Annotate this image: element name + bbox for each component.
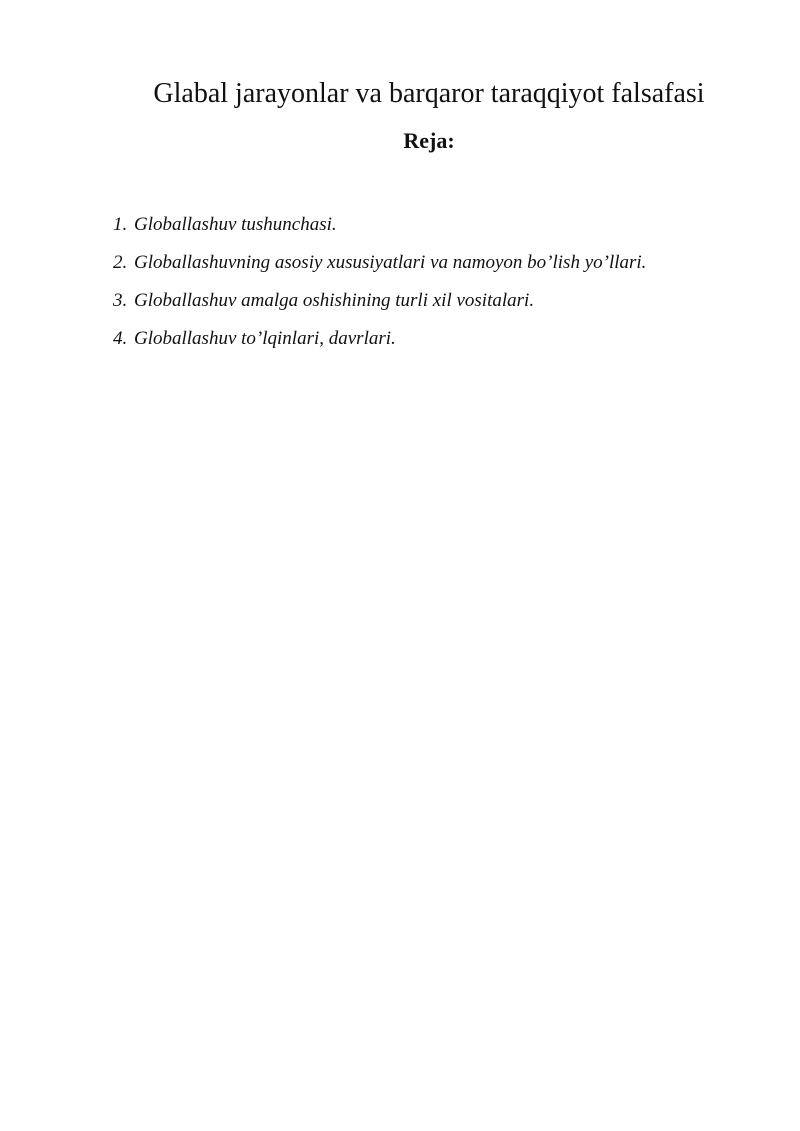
plan-item-number: 3.	[113, 290, 128, 311]
plan-item-text: Globallashuv to’lqinlari, davrlari.	[134, 328, 396, 349]
plan-item-text: Globallashuv tushunchasi.	[134, 214, 337, 235]
plan-item-text: Globallashuv amalga oshishining turli xil vositalari.	[134, 290, 535, 311]
plan-item-number: 4.	[113, 328, 128, 349]
plan-list	[113, 206, 646, 358]
plan-item-number: 2.	[113, 252, 128, 273]
plan-item-2	[113, 244, 646, 282]
plan-item-number: 1.	[113, 214, 128, 235]
plan-item-text: Globallashuvning asosiy xususiyatlari va namoyon bo’lish yo’llari.	[134, 252, 647, 273]
plan-item-4	[113, 320, 646, 358]
document-title: Glabal jarayonlar va barqaror taraqqiyot falsafasi	[153, 78, 705, 109]
plan-item-1	[113, 206, 646, 244]
plan-item-3	[113, 282, 646, 320]
plan-heading: Reja:	[403, 128, 455, 153]
